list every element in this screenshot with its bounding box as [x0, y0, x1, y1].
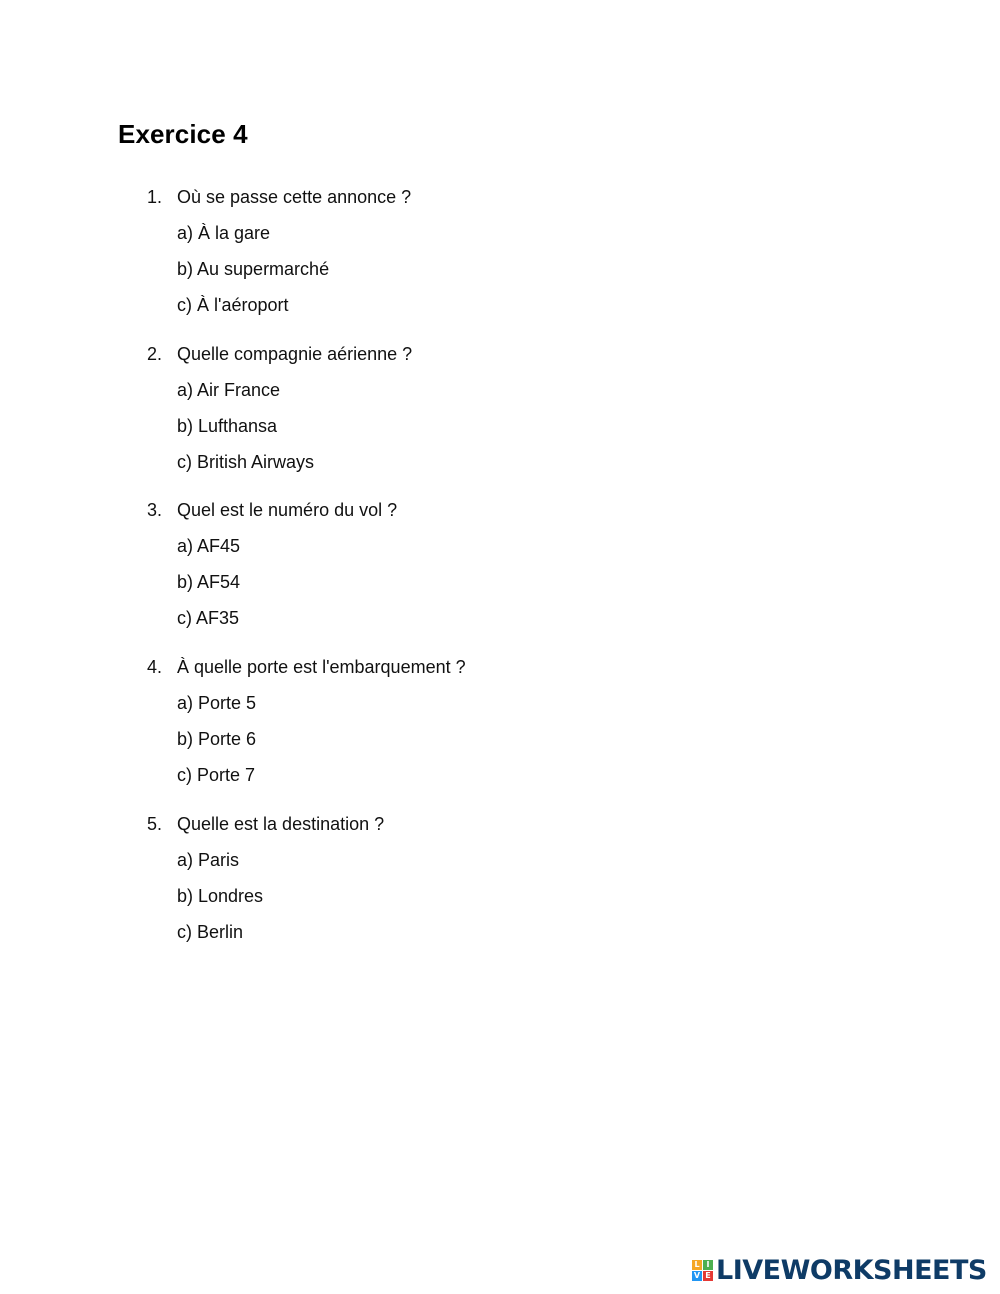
question-text: Quelle est la destination ?	[177, 814, 385, 834]
question-number: 5.	[147, 814, 163, 834]
logo-letter-e: E	[703, 1271, 713, 1281]
option-a[interactable]: a) Porte 5	[177, 693, 257, 713]
liveworksheets-logo-icon	[692, 1260, 713, 1281]
question-text: Où se passe cette annonce ?	[177, 187, 412, 207]
question-text: À quelle porte est l'embarquement ?	[177, 657, 466, 677]
option-c[interactable]: c) AF35	[177, 608, 240, 628]
logo-letter-i: I	[703, 1260, 713, 1270]
question-number: 1.	[147, 187, 163, 207]
option-a[interactable]: a) AF45	[177, 536, 241, 556]
option-c[interactable]: c) Porte 7	[177, 765, 256, 785]
page-title: Exercice 4	[118, 119, 248, 149]
option-b[interactable]: b) Au supermarché	[177, 259, 330, 279]
option-b[interactable]: b) AF54	[177, 572, 241, 592]
logo-letter-v: V	[693, 1270, 701, 1280]
option-b[interactable]: b) Lufthansa	[177, 416, 278, 436]
option-b[interactable]: b) Porte 6	[177, 729, 257, 749]
option-c[interactable]: c) British Airways	[177, 452, 315, 472]
liveworksheets-logo-text: LIVEWORKSHEETS	[716, 1254, 987, 1286]
liveworksheets-logo	[692, 1255, 987, 1285]
question-text: Quel est le numéro du vol ?	[177, 500, 398, 520]
option-a[interactable]: a) Air France	[177, 380, 281, 400]
question-number: 4.	[147, 657, 163, 677]
logo-letter-l: L	[692, 1260, 702, 1270]
question-text: Quelle compagnie aérienne ?	[177, 344, 413, 364]
option-b[interactable]: b) Londres	[177, 886, 264, 906]
question-number: 2.	[147, 344, 163, 364]
question-number: 3.	[147, 500, 163, 520]
option-c[interactable]: c) Berlin	[177, 922, 244, 942]
option-a[interactable]: a) À la gare	[177, 223, 271, 243]
option-a[interactable]: a) Paris	[177, 850, 240, 870]
option-c[interactable]: c) À l'aéroport	[177, 295, 289, 315]
